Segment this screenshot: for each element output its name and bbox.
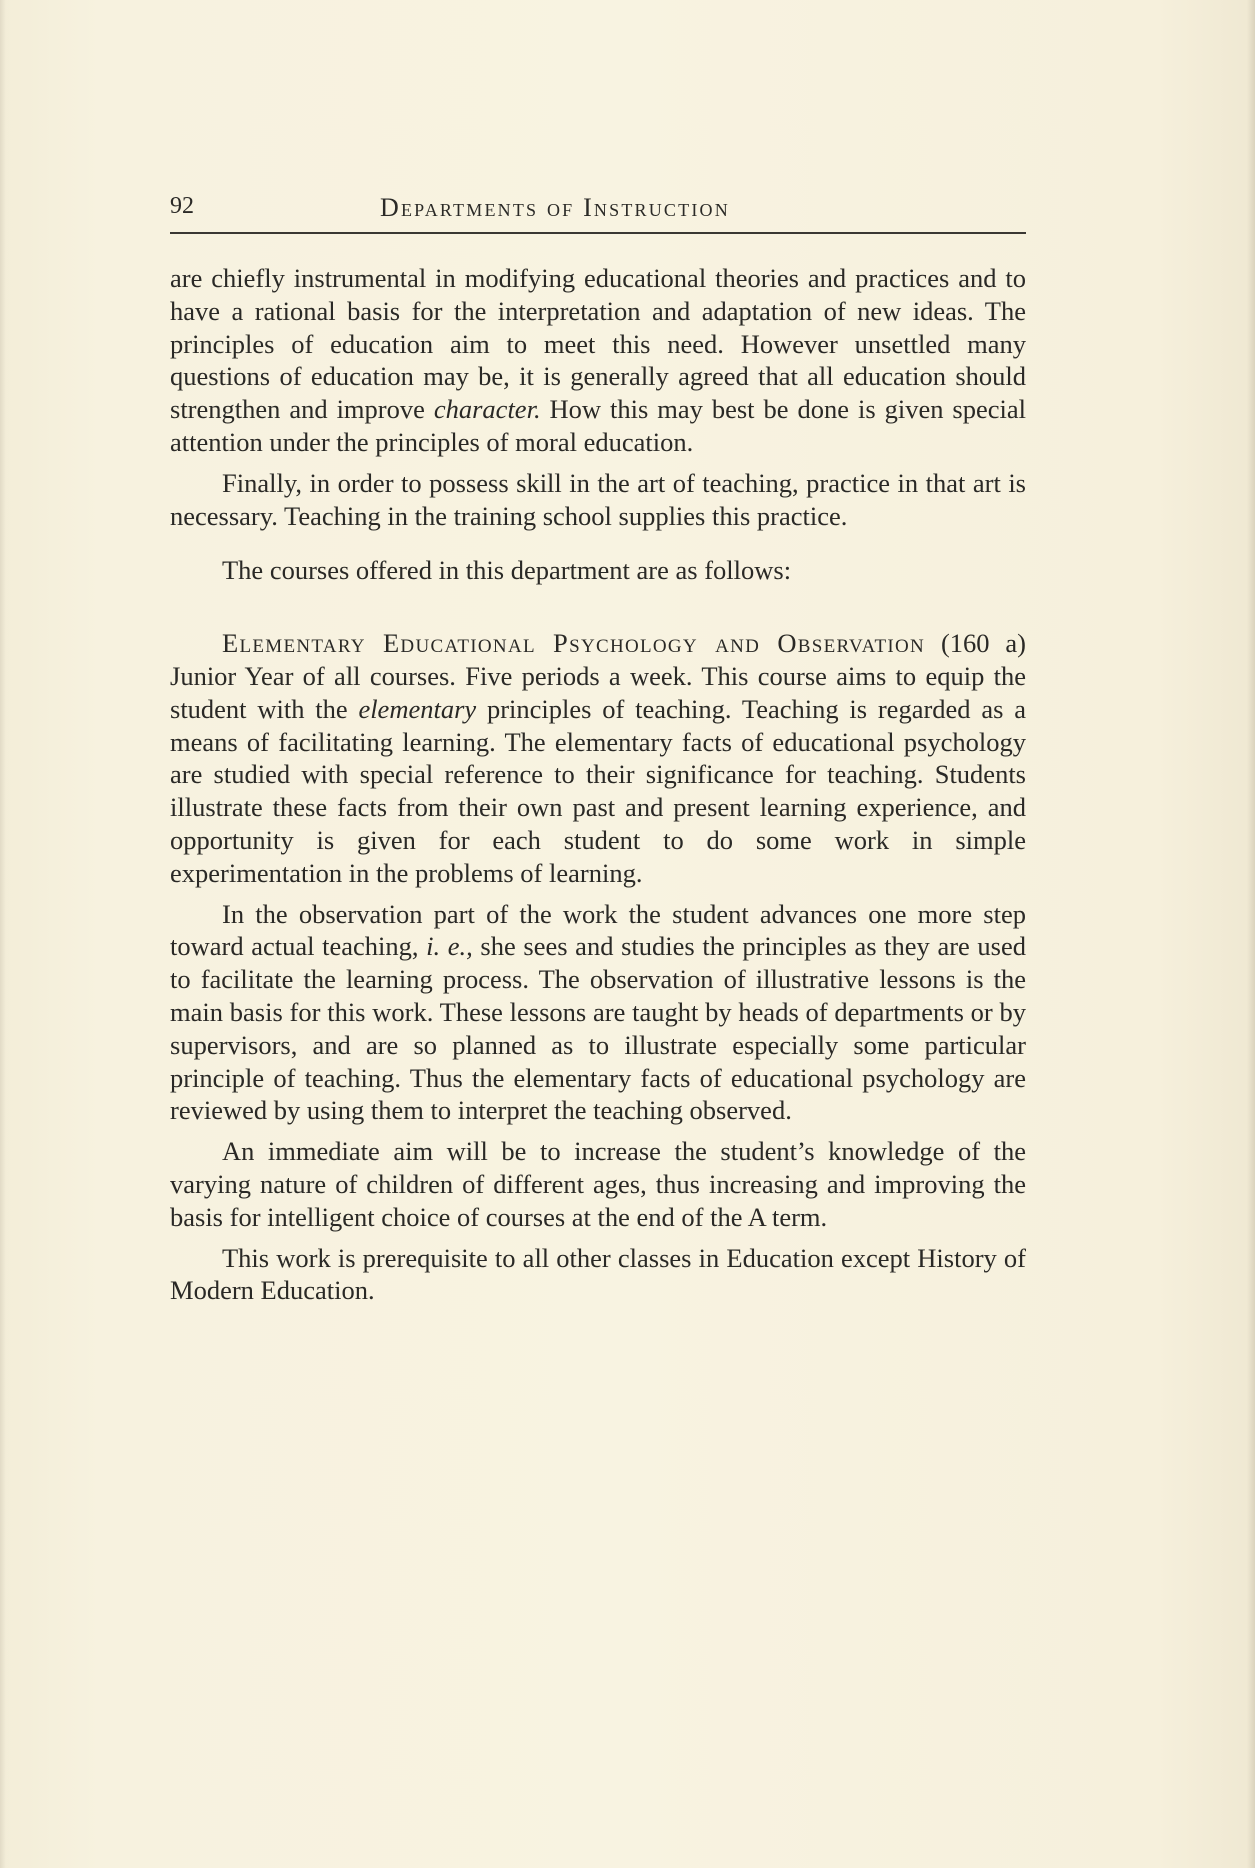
paragraph-prerequisite: This work is prerequisite to all other classes in Education except History of Modern Education. [170, 1242, 1026, 1306]
course-meta: (160 a) Junior Year of all courses. Five periods a week. [170, 628, 1026, 691]
header-rule [170, 232, 1026, 234]
page-number: 92 [170, 193, 194, 219]
paragraph-finally: Finally, in order to possess skill in the art of teaching, practice in that art is necessary. Teaching in the training school supplies this practice. [170, 467, 1026, 531]
body-text [170, 262, 1026, 1307]
emphasis-elementary: elementary [358, 693, 477, 724]
running-head [170, 193, 1026, 223]
emphasis-character: character. [433, 394, 541, 425]
paragraph-courses-intro: The courses offered in this department are as follows: [222, 555, 792, 586]
page-right-edge [1247, 0, 1255, 1868]
paragraph-aim: An immediate aim will be to increase the student’s knowledge of the varying nature of children of different ages, thus increasing and improving the basis for intelligent choice of courses at the end of the A term. [170, 1136, 1026, 1232]
paragraph-continuation: are chiefly instrumental in modifying educational theories and practices and to have a rational basis for the interpretation and adaptation of new ideas. The principles of education aim to meet this need. However unsettled many questions of education may be, it is generally agreed that all education should strengthen and improve character. How this may best be done is given special attention under the principles of moral education. [170, 263, 1026, 457]
paragraph-observation: In the observation part of the work the student advances one more step toward actual teaching, i. e., she sees and studies the principles as they are used to facilitate the learning process. The observation of illustrative lessons is the main basis for this work. These lessons are taught by heads of departments or by supervisors, and are so planned as to illustrate especially some particular principle of teaching. Thus the elementary facts of educational psychology are reviewed by using them to interpret the teaching observed. [170, 898, 1027, 1126]
emphasis-ie: i. e., [426, 931, 473, 962]
running-title: Departments of Instruction [380, 193, 730, 222]
course-entry: Elementary Educational Psychology and Observation (160 a) Junior Year of all courses. Five periods a week. This course aims to equip the student with the elementary principles of teaching. Teaching is regarded as a means of facilitating learning. The elementary facts of educational psychology are studied with special reference to their significance for teaching. Students illustrate these facts from their own past and present learning experience, and opportunity is given for each student to do some work in simple experimentation in the problems of learning. [170, 628, 1026, 888]
page-left-edge [0, 0, 6, 1868]
course-title: Elementary Educational Psychology and Observation [222, 628, 926, 659]
